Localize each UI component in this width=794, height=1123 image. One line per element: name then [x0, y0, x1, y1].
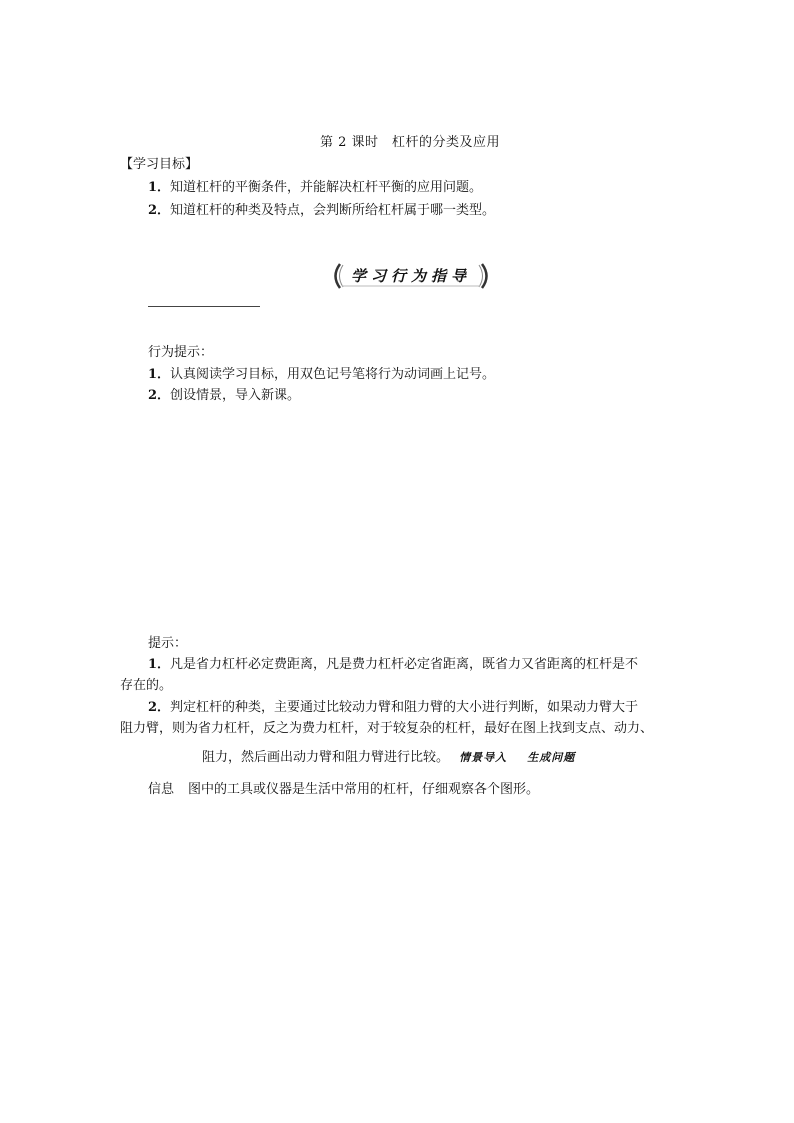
behavior-item: [148, 363, 495, 382]
objective-text: 知道杠杆的种类及特点，会判断所给杠杆属于哪一类型。: [170, 203, 496, 218]
tip-text: 判定杠杆的种类，主要通过比较动力臂和阻力臂的大小进行判断，如果动力臂大于: [170, 700, 639, 715]
objective-text: 知道杠杆的平衡条件，并能解决杠杆平衡的应用问题。: [170, 180, 483, 195]
section-banner: [330, 262, 492, 290]
objectives-heading: 【学习目标】: [120, 157, 199, 172]
tip-text: 阻力，然后画出动力臂和阻力臂进行比较。: [202, 750, 450, 765]
objective-number: 2．: [148, 203, 171, 218]
tip-text: 凡是省力杠杆必定费距离，凡是费力杠杆必定省距离，既省力又省距离的杠杆是不: [170, 657, 639, 672]
divider-line: [148, 306, 260, 307]
objective-item: [148, 176, 482, 195]
tip-paragraph-line: 存在的。: [120, 678, 173, 693]
behavior-text: 创设情景，导入新课。: [170, 388, 301, 403]
behavior-text: 认真阅读学习目标，用双色记号笔将行为动词画上记号。: [170, 367, 496, 382]
tip-paragraph-line: 阻力臂，则为省力杠杆，反之为费力杠杆，对于较复杂的杠杆，最好在图上找到支点、动力、: [120, 721, 654, 736]
banner-title: 学习行为指导: [350, 267, 471, 285]
objective-item: [148, 199, 495, 218]
tip-paragraph-line: [148, 653, 638, 672]
info-line: [148, 778, 539, 797]
info-text: 图中的工具或仪器是生活中常用的杠杆，仔细观察各个图形。: [188, 782, 540, 797]
scene-tag: 情景导入: [459, 751, 508, 764]
tips-label: 提示：: [148, 636, 188, 651]
behavior-number: 2．: [148, 388, 171, 403]
tip-paragraph-line: [148, 696, 638, 715]
objective-number: 1．: [148, 180, 171, 195]
tip-paragraph-line: [202, 746, 575, 765]
tip-number: 2．: [148, 700, 171, 715]
tip-number: 1．: [148, 657, 171, 672]
behavior-item: [148, 384, 300, 403]
question-tag: 生成问题: [527, 751, 576, 764]
lesson-title: 第 2 课时 杠杆的分类及应用: [320, 135, 501, 150]
behavior-label: 行为提示：: [148, 345, 214, 360]
behavior-number: 1．: [148, 367, 171, 382]
info-label: 信息: [148, 782, 175, 797]
